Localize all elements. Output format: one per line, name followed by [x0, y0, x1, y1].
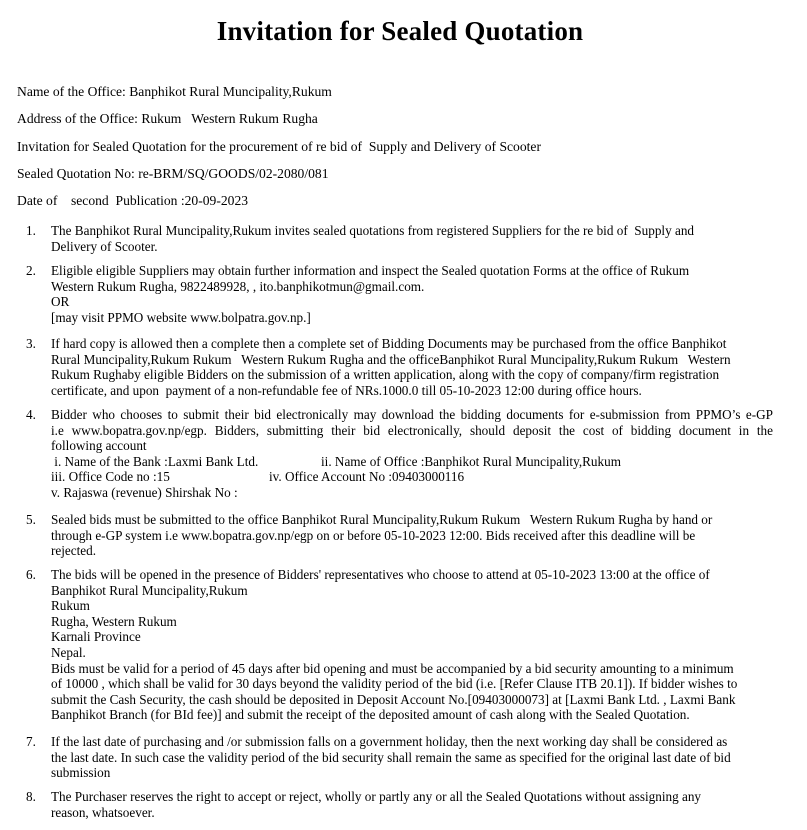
office-code: iii. Office Code no :15: [51, 469, 170, 485]
item-text-line: Rural Muncipality,Rukum Rukum Western Rukum Rugha and the officeBanphikot Rural Muncipality,Rukum Rukum Western: [51, 351, 731, 367]
bank-name: i. Name of the Bank :Laxmi Bank Ltd.: [51, 453, 259, 469]
item-number: 8.: [26, 789, 36, 804]
item-text-line: of 10000 , which shall be valid for 30 days beyond the validity period of the bid (i.e. [Refer Clause ITB 20.1]). If bidder wishes to: [51, 676, 738, 692]
item-text-line: reason, whatsoever.: [51, 804, 155, 820]
document-title: Invitation for Sealed Quotation: [216, 16, 584, 46]
item-number: 3.: [26, 336, 36, 351]
item-text-line: certificate, and upon payment of a non-refundable fee of NRs.1000.0 till 05-10-2023 12:00 during office hours.: [51, 382, 642, 398]
item-text-line: [may visit PPMO website www.bolpatra.gov.np.]: [51, 309, 311, 325]
office-address: Address of the Office: Rukum Western Rukum Rugha: [17, 111, 318, 126]
item-text-line: If hard copy is allowed then a complete then a complete set of Bidding Documents may be purchased from the office Banphikot: [51, 336, 727, 351]
office-name-account: ii. Name of Office :Banphikot Rural Muncipality,Rukum: [321, 453, 621, 469]
item-text-line: Delivery of Scooter.: [51, 238, 158, 254]
office-account-number: iv. Office Account No :09403000116: [269, 469, 465, 485]
office-name: Name of the Office: Banphikot Rural Muncipality,Rukum: [17, 84, 332, 99]
item-text-line: Rukum Rughaby eligible Bidders on the submission of a written application, along with the copy of company/firm registration: [51, 367, 720, 383]
item-number: 7.: [26, 734, 36, 749]
item-text-line: through e-GP system i.e www.bopatra.gov.np/egp on or before 05-10-2023 12:00. Bids received after this deadline will be: [51, 527, 696, 543]
item-text-line: Banphikot Branch (for BId fee)] and submit the receipt of the deposited amount of cash along with the Sealed Quotation.: [51, 707, 690, 723]
item-text-line: The Purchaser reserves the right to accept or reject, wholly or partly any or all the Sealed Quotations without assigning any: [51, 789, 702, 804]
item-text-line: The Banphikot Rural Muncipality,Rukum invites sealed quotations from registered Suppliers for the re bid of Supply and: [51, 223, 695, 238]
item-text-line: Rugha, Western Rukum: [51, 613, 177, 629]
invitation-line: Invitation for Sealed Quotation for the procurement of re bid of Supply and Delivery of Scooter: [17, 139, 541, 154]
item-number: 5.: [26, 512, 36, 527]
item-text-line: Bids must be valid for a period of 45 days after bid opening and must be accompanied by a bid security amounting to a minimum: [51, 660, 734, 676]
item-text-line: Banphikot Rural Muncipality,Rukum: [51, 582, 248, 598]
item-text-line: Western Rukum Rugha, 9822489928, , ito.banphikotmun@gmail.com.: [51, 278, 425, 294]
rajaswa-number: v. Rajaswa (revenue) Shirshak No :: [51, 484, 238, 500]
item-text-line: following account: [51, 438, 147, 454]
item-text-line: OR: [51, 294, 70, 310]
item-text-line: The bids will be opened in the presence of Bidders' representatives who choose to attend at 05-10-2023 13:00 at the office of: [51, 567, 710, 582]
item-text-line: the last date. In such case the validity period of the bid security shall remain the same as specified for the original last date of bid: [51, 749, 731, 765]
item-text-line: Karnali Province: [51, 629, 141, 645]
item-text-line: Rukum: [51, 598, 90, 614]
item-text-line: Sealed bids must be submitted to the office Banphikot Rural Muncipality,Rukum Rukum Western Rukum Rugha by hand or: [51, 512, 713, 527]
item-number: 6.: [26, 567, 36, 582]
item-text-line: Eligible eligible Suppliers may obtain further information and inspect the Sealed quotation Forms at the office of Rukum: [51, 263, 690, 278]
item-text-line: Nepal.: [51, 644, 86, 660]
item-text-line: If the last date of purchasing and /or submission falls on a government holiday, then the next working day shall be considered as: [51, 734, 728, 749]
item-text-line: Bidder who chooses to submit their bid electronically may download the bidding documents for e-submission from PPMO’s e-GP: [51, 407, 773, 422]
item-number: 4.: [26, 407, 36, 422]
publication-date: Date of second Publication :20-09-2023: [17, 193, 249, 208]
item-text-line: rejected.: [51, 543, 97, 559]
item-number: 2.: [26, 263, 36, 278]
item-text-line: submission: [51, 765, 111, 781]
item-text-line: i.e www.bopatra.gov.np/egp. Bidders, submitting their bid electronically, should deposit the cost of bidding document in the: [51, 422, 773, 438]
quotation-number: Sealed Quotation No: re-BRM/SQ/GOODS/02-2080/081: [17, 166, 329, 181]
item-number: 1.: [26, 223, 36, 238]
item-text-line: submit the Cash Security, the cash should be deposited in Deposit Account No.[09403000073] at [Laxmi Bank Ltd. , Laxmi Bank: [51, 691, 736, 707]
